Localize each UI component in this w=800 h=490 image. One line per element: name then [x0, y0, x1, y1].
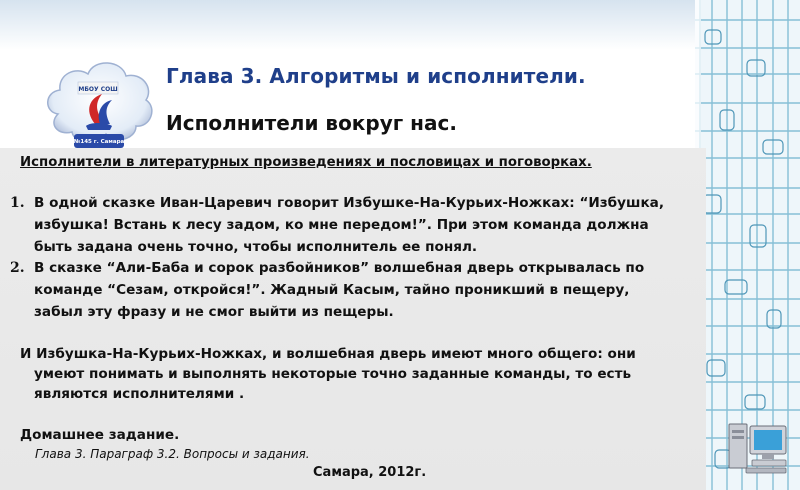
list-item	[34, 257, 689, 323]
item-number: 1.	[10, 195, 25, 211]
summary-line: И Избушка-На-Курьих-Ножках, и волшебная дверь имеют много общего: они	[20, 346, 636, 362]
item-line: В сказке “Али-Баба и сорок разбойников” волшебная дверь открывалась по	[34, 260, 645, 276]
list-item	[34, 192, 689, 258]
item-number: 2.	[10, 260, 25, 276]
slide-subtitle: Исполнители вокруг нас.	[166, 111, 457, 135]
logo-text-top: МБОУ СОШ	[78, 86, 118, 93]
logo-text-mid: №145 г. Самара	[73, 139, 125, 145]
item-line: команде “Сезам, откройся!”. Жадный Касым, тайно проникший в пещеру,	[34, 282, 630, 298]
top-gradient-band	[0, 0, 800, 50]
school-logo-icon	[40, 52, 160, 162]
summary-paragraph	[20, 344, 688, 404]
item-line: быть задана очень точно, чтобы исполнитель ее понял.	[34, 239, 478, 255]
homework-text: Глава 3. Параграф 3.2. Вопросы и задания.	[35, 447, 310, 461]
item-line: избушка! Встань к лесу задом, ко мне передом!”. При этом команда должна	[34, 217, 649, 233]
item-line: забыл эту фразу и не смог выйти из пещеры.	[34, 304, 394, 320]
homework-label: Домашнее задание.	[20, 427, 180, 443]
summary-line: умеют понимать и выполнять некоторые точно заданные команды, то есть	[34, 366, 632, 382]
section-heading: Исполнители в литературных произведениях и пословицах и поговорках.	[20, 155, 592, 170]
footer-text: Самара, 2012г.	[313, 465, 427, 480]
summary-line: являются исполнителями .	[34, 386, 245, 402]
item-line: В одной сказке Иван-Царевич говорит Избушке-На-Курьих-Ножках: “Избушка,	[34, 195, 665, 211]
decorative-pattern	[695, 0, 800, 490]
computer-icon	[728, 418, 790, 476]
slide-title: Глава 3. Алгоритмы и исполнители.	[166, 64, 586, 88]
